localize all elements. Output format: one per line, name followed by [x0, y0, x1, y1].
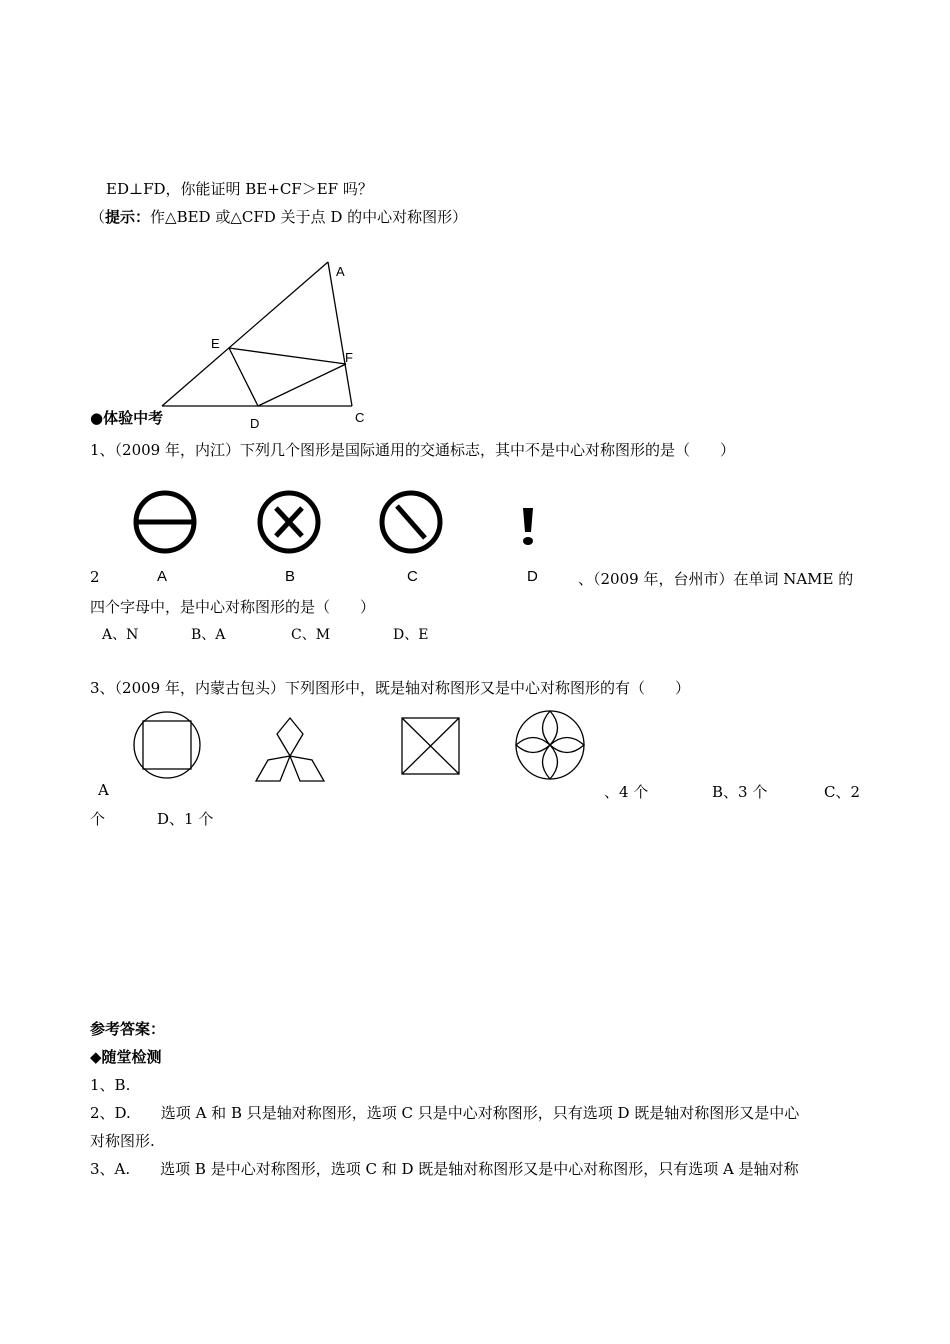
- q2-option-a: A、N: [102, 627, 139, 643]
- point-label-a: A: [336, 264, 345, 279]
- point-label-d: D: [250, 416, 260, 431]
- point-label-f: F: [345, 350, 353, 365]
- question-3: 3、（2009 年，内蒙古包头）下列图形中，既是轴对称图形又是中心对称图形的有（ ）: [90, 679, 690, 697]
- answer-1: 1、B.: [90, 1076, 131, 1094]
- answer-3-line-1: 3、A. 选项 B 是中心对称图形，选项 C 和 D 既是轴对称图形又是中心对称图形，只有选项 A 是轴对称: [90, 1160, 799, 1178]
- question-2-line-2: 四个字母中，是中心对称图形的是（ ）: [90, 598, 376, 616]
- hint-paren: （: [90, 208, 106, 226]
- section-title-exam: ●体验中考: [90, 409, 164, 427]
- sign-label-c: C: [407, 568, 418, 585]
- point-label-e: E: [211, 336, 220, 351]
- q3-option-b: B、3 个: [712, 783, 768, 801]
- answers-title: 参考答案：: [90, 1020, 166, 1038]
- answers-subtitle: ◆随堂检测: [90, 1048, 162, 1066]
- q2-option-b: B、A: [191, 627, 226, 643]
- q2-option-c: C、M: [291, 627, 331, 643]
- hint-label: 提示：: [105, 208, 151, 226]
- point-label-c: C: [355, 410, 365, 425]
- fig-four-petals: [516, 711, 584, 779]
- hint-text: 作△BED 或△CFD 关于点 D 的中心对称图形）: [150, 208, 468, 226]
- q3-label-a: A: [98, 781, 109, 799]
- q3-option-c-unit: 个: [90, 810, 106, 828]
- question-2-number: 2: [90, 568, 100, 586]
- sign-label-a: A: [157, 568, 168, 585]
- fig-circle-square: [134, 712, 200, 778]
- q3-option-d: D、1 个: [157, 810, 214, 828]
- fig-square-diagonals: [402, 718, 459, 774]
- sign-label-b: B: [285, 568, 296, 585]
- q2-option-d: D、E: [393, 627, 429, 643]
- sign-label-d: D: [527, 568, 538, 585]
- question-1: 1、（2009 年，内江）下列几个图形是国际通用的交通标志，其中不是中心对称图形的是（ ）: [90, 441, 735, 459]
- answer-2-line-1: 2、D. 选项 A 和 B 只是轴对称图形，选项 C 只是中心对称图形，只有选项 D 既是轴对称图形又是中心: [90, 1104, 800, 1122]
- fig-three-rhombi: [256, 718, 324, 781]
- problem-line-1: ED⊥FD，你能证明 BE+CF＞EF 吗？: [106, 180, 373, 198]
- q3-option-c: C、2: [824, 783, 861, 801]
- question-2-text: 、（2009 年，台州市）在单词 NAME 的: [578, 570, 854, 588]
- q3-option-a-count: 、4 个: [604, 783, 649, 801]
- answer-2-line-2: 对称图形.: [90, 1132, 155, 1150]
